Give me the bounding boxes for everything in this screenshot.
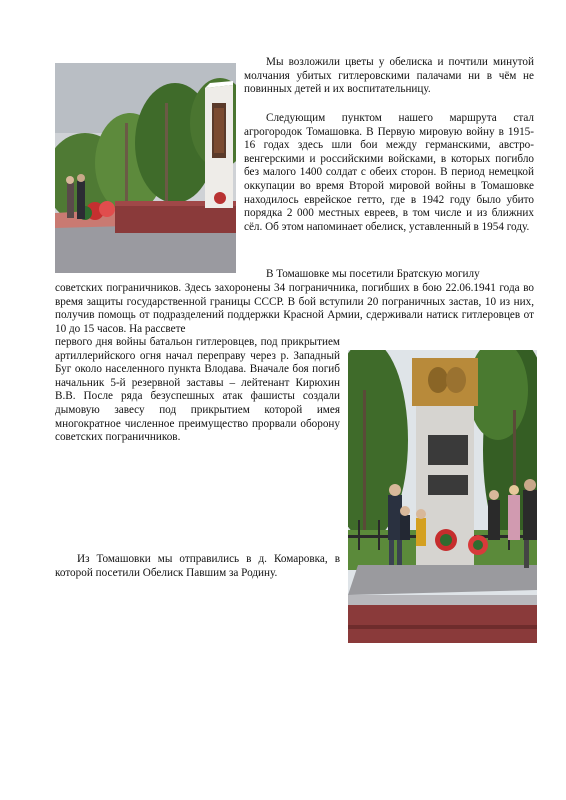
paragraph-brotherly-grave-full: советских пограничников. Здесь захоронены 34 пограничника, погибших в бою 22.06.1941 года во время защиты государственной границы СССР. В бой вступили 20 пограничных застав, 10 из них, получив помощь от подразделений поддержки Красной Армии, сдерживали натиск гитлеровцев от 10 до 15 часов. На рассвете: [55, 282, 534, 335]
brotherly-grave-photo: [348, 350, 537, 643]
paragraph-brotherly-grave-intro: В Томашовке мы посетили Братскую могилу: [266, 268, 480, 280]
paragraph-komarovka: Из Томашовки мы отправились в д. Комаровка, в которой посетили Обелиск Павшим за Родину.: [55, 553, 340, 579]
paragraph-flowers: Мы возложили цветы у обелиска и почтили минутой молчания убитых гитлеровскими палачами ни в чём не повинных детей и их воспитательницу.: [244, 56, 534, 96]
paragraph-tomashovka: Следующим пунктом нашего маршрута стал агрогородок Томашовка. В Первую мировую войну в 1915-16 годах здесь шли бои между германскими, австро-венгерскими и российскими войсками, в которых погибло без малого 1400 солдат с обеих сторон. В период немецкой оккупации во время Второй мировой войны в Томашовке находилось еврейское гетто, где в 1942 году было убито порядка 2 000 местных евреев, в том числе и из ближних сёл. Об этом напоминает обелиск, уставленный в 1954 году.: [244, 112, 534, 233]
paragraph-brotherly-grave-cont: первого дня войны батальон гитлеровцев, под прикрытием артиллерийского огня начал переправу через р. Западный Буг около населенного пункта Влодава. Вначале боя погиб начальник 5-й резервной заставы – лейтенант Кирюхин В.В. После ряда безуспешных атак фашисты создали дымовую завесу под прикрытием которой имея многократное численное преимущество прорвали оборону советских пограничников.: [55, 336, 340, 444]
obelisk-photo: [55, 63, 236, 273]
